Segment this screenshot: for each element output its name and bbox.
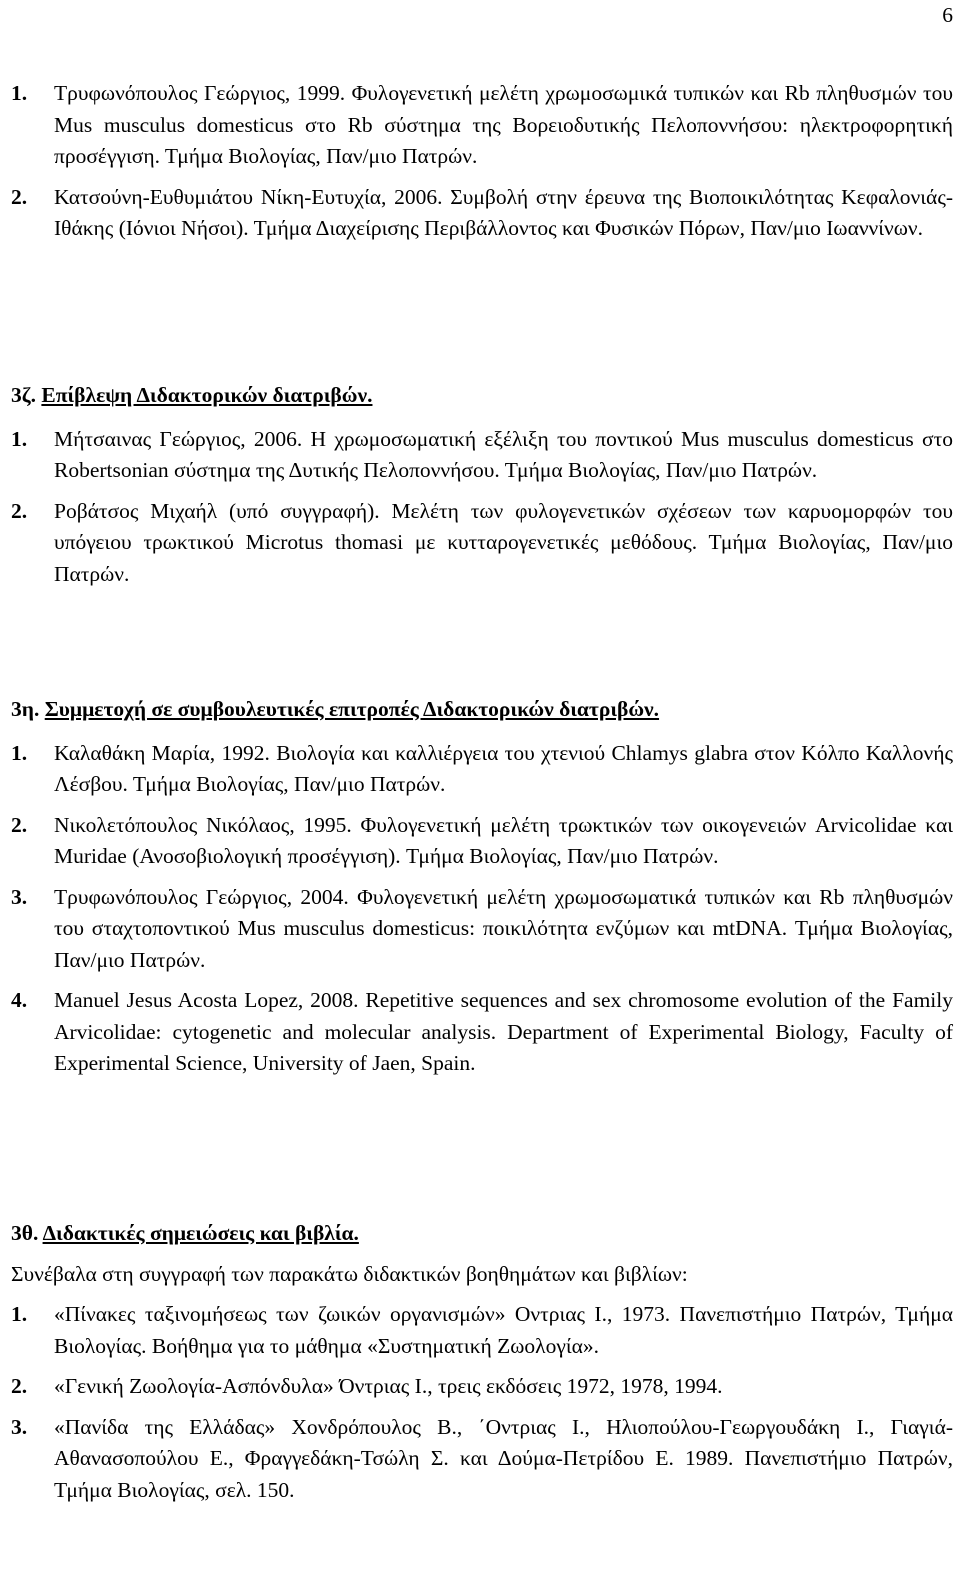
item-text: Ροβάτσος Μιχαήλ (υπό συγγραφή). Μελέτη των φυλογενετικών σχέσεων των καρυομορφών του υπόγειου τρωκτικού Microtus thomasi με κυτταρογενετικές μεθόδους. Τμήμα Βιολογίας, Παν/μιο Πατρών. xyxy=(54,498,953,586)
section-3z xyxy=(11,380,953,590)
section-label: 3θ. xyxy=(11,1221,39,1245)
section-label: 3η. xyxy=(11,697,40,721)
section-3th xyxy=(11,1218,953,1506)
section-heading xyxy=(11,1218,953,1250)
item-number: 2. xyxy=(11,812,28,837)
section-intro: Συνέβαλα στη συγγραφή των παρακάτω διδακτικών βοηθημάτων και βιβλίων: xyxy=(11,1261,688,1286)
page-number: 6 xyxy=(942,3,953,27)
list-item xyxy=(11,496,953,591)
item-number: 1. xyxy=(11,740,28,765)
list-item xyxy=(11,1371,953,1403)
item-text: «Γενική Ζωολογία-Ασπόνδυλα» Όντριας Ι., τρεις εκδόσεις 1972, 1978, 1994. xyxy=(54,1374,723,1398)
list-item xyxy=(11,1412,953,1507)
item-text: Νικολετόπουλος Νικόλαος, 1995. Φυλογενετική μελέτη τρωκτικών των οικογενειών Arvicolidae και Muridae (Ανοσοβιολογική προσέγγιση). Τμήμα Βιολογίας, Παν/μιο Πατρών. xyxy=(54,812,953,868)
item-text: «Πίνακες ταξινομήσεως των ζωικών οργανισμών» Οντριας Ι., 1973. Πανεπιστήμιο Πατρών, Τμήμα Βιολογίας. Βοήθημα για το μάθημα «Συστηματική Ζωολογία». xyxy=(54,1302,953,1358)
section-title: Συμμετοχή σε συμβουλευτικές επιτροπές Διδακτορικών διατριβών. xyxy=(44,697,660,721)
item-text: Μήτσαινας Γεώργιος, 2006. Η χρωμοσωματική εξέλιξη του ποντικού Mus musculus domesticus στο Robertsonian σύστημα της Δυτικής Πελοποννήσου. Τμήμα Βιολογίας, Παν/μιο Πατρών. xyxy=(54,426,953,482)
section-title: Επίβλεψη Διδακτορικών διατριβών. xyxy=(41,383,373,407)
section-heading xyxy=(11,694,953,726)
list-item xyxy=(11,424,953,487)
list-item xyxy=(11,78,953,173)
item-number: 2. xyxy=(11,1374,28,1398)
list-item xyxy=(11,1299,953,1362)
section-3e-list xyxy=(11,78,953,245)
list-item xyxy=(11,738,953,801)
item-number: 1. xyxy=(11,1302,28,1326)
item-text: Τρυφωνόπουλος Γεώργιος, 1999. Φυλογενετική μελέτη χρωμοσωμικά τυπικών και Rb πληθυσμών του Mus musculus domesticus στο Rb σύστημα της Βορειοδυτικής Πελοποννήσου: ηλεκτροφορητική προσέγγιση. Τμήμα Βιολογίας, Παν/μιο Πατρών. xyxy=(54,81,953,168)
item-number: 4. xyxy=(11,988,28,1012)
item-text: Κατσούνη-Ευθυμιάτου Νίκη-Ευτυχία, 2006. Συμβολή στην έρευνα της Βιοποικιλότητας Κεφαλονιάς-Ιθάκης (Ιόνιοι Νήσοι). Τμήμα Διαχείρισης Περιβάλλοντος και Φυσικών Πόρων, Παν/μιο Ιωαννίνων. xyxy=(54,184,953,240)
item-text: Τρυφωνόπουλος Γεώργιος, 2004. Φυλογενετική μελέτη χρωμοσωματικά τυπικών και Rb πληθυσμών του σταχτοποντικού Mus musculus domesticus: ποικιλότητα ενζύμων και mtDNA. Τμήμα Βιολογίας, Παν/μιο Πατρών. xyxy=(54,884,953,972)
item-number: 3. xyxy=(11,1414,28,1439)
section-title: Διδακτικές σημειώσεις και βιβλία. xyxy=(42,1221,359,1245)
item-number: 2. xyxy=(11,498,28,523)
list-item xyxy=(11,985,953,1080)
list-item xyxy=(11,882,953,977)
item-text: Καλαθάκη Μαρία, 1992. Βιολογία και καλλιέργεια του χτενιού Chlamys glabra στον Κόλπο Καλλονής Λέσβου. Τμήμα Βιολογίας, Παν/μιο Πατρών. xyxy=(54,740,953,796)
item-number: 1. xyxy=(11,81,28,105)
item-number: 3. xyxy=(11,884,28,909)
list-item xyxy=(11,810,953,873)
list-item xyxy=(11,182,953,245)
section-heading xyxy=(11,380,953,412)
item-text: Manuel Jesus Acosta Lopez, 2008. Repetitive sequences and sex chromosome evolution of the Family Arvicolidae: cytogenetic and molecular analysis. Department of Experimental Biology, Faculty of Experimental Science, University of Jaen, Spain. xyxy=(54,988,953,1075)
item-text: «Πανίδα της Ελλάδας» Χονδρόπουλος Β., ΄Οντριας Ι., Ηλιοπούλου-Γεωργουδάκη Ι., Γιαγιά-Αθανασοπούλου Ε., Φραγγεδάκη-Τσώλη Σ. και Δούμα-Πετρίδου Ε. 1989. Πανεπιστήμιο Πατρών, Τμήμα Βιολογίας, σελ. 150. xyxy=(54,1414,953,1502)
section-label: 3ζ. xyxy=(11,383,37,407)
item-number: 2. xyxy=(11,184,28,209)
item-number: 1. xyxy=(11,426,28,451)
section-3h xyxy=(11,694,953,1080)
